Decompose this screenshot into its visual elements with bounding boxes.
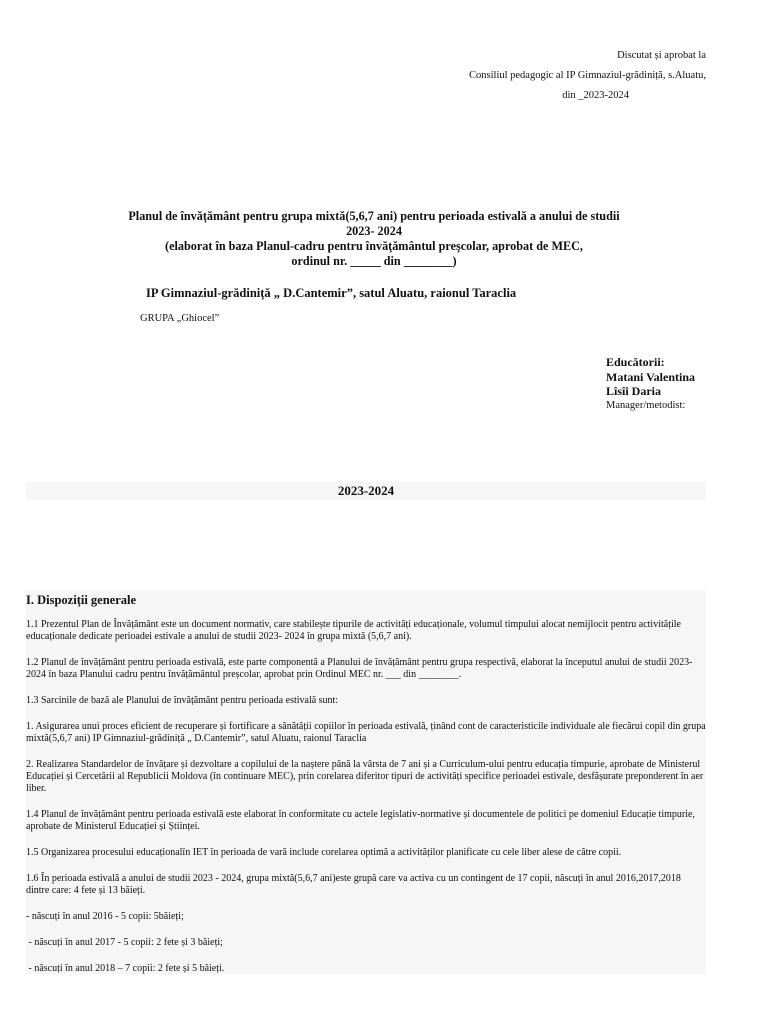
- list-item-2018: - născuți în anul 2018 – 7 copii: 2 fete și 5 băieți.: [26, 963, 225, 974]
- paragraph-1-2: 1.2 Planul de învățământ pentru perioada estivală, este parte componentă a Planului de învățământ pentru grupa respectivă, elaborat la începutul anului de studii 2023-2024 în baza Planului cadru pentru învățământul preșcolar, aprobat prin Ordinul MEC nr. ___ din ________.: [26, 657, 693, 680]
- title-line-3: (elaborat în baza Planul-cadru pentru învăţământul preşcolar, aprobat de MEC,: [165, 239, 583, 253]
- document-title: [90, 209, 658, 269]
- approval-line-1: Discutat și aprobat la: [617, 50, 706, 61]
- paragraph-1-4: 1.4 Planul de învățământ pentru perioada estivală este elaborat în conformitate cu actele legislativ-normative și documentele de politici pe domeniul Educație timpurie, aprobate de Ministerul Educației și Științei.: [26, 809, 695, 832]
- educator-name-1: Matani Valentina: [606, 369, 696, 384]
- approval-note: [406, 46, 706, 106]
- title-line-2: 2023- 2024: [346, 224, 402, 238]
- section-heading: I. Dispoziții generale: [26, 593, 137, 607]
- general-provisions-section: [26, 590, 706, 974]
- list-item-2017: - născuți în anul 2017 - 5 copii: 2 fete și 3 băieți;: [26, 937, 223, 948]
- manager-role: Manager/metodist:: [606, 399, 686, 411]
- approval-line-2: Consiliul pedagogic al IP Gimnaziul-grădiniță, s.Aluatu,: [469, 70, 706, 81]
- academic-year: 2023-2024: [26, 482, 706, 500]
- institution-name: IP Gimnaziul-grădiniță „ D.Cantemir”, satul Aluatu, raionul Taraclia: [146, 286, 517, 300]
- task-1: 1. Asigurarea unui proces eficient de recuperare și fortificare a sănătății copiilor în perioada estivală, ținând cont de caracteristicile individuale ale fiecărui copil din grupa mixtă(5,6,7 ani) IP Gimnaziul-grădiniță „ D.Cantemir”, satul Aluatu, raionul Taraclia: [26, 721, 706, 744]
- task-2: 2. Realizarea Standardelor de învățare și dezvoltare a copilului de la naștere până la vârsta de 7 ani și a Curriculum-ului pentru educația timpurie, aprobate de Ministerul Educației și Cercetării al Republicii Moldova (în continuare MEC), prin corelarea diferitor tipuri de activități specifice perioadei estivale, desfășurate preponderent în aer liber.: [26, 759, 704, 794]
- title-line-4: ordinul nr. _____ din ________): [291, 254, 457, 268]
- paragraph-1-5: 1.5 Organizarea procesului educaționalîn IET în perioada de vară include corelarea optimă a activităților planificate cu cele liber alese de către copii.: [26, 847, 622, 858]
- paragraph-1-1: 1.1 Prezentul Plan de Învățământ este un document normativ, care stabilește tipurile de activități educaționale, volumul timpului alocat nemijlocit pentru activitățile educaționale dedicate perioadei estivale a anului de studii 2023- 2024 în grupa mixtă (5,6,7 ani).: [26, 619, 681, 642]
- title-line-1: Planul de învățământ pentru grupa mixtă(5,6,7 ani) pentru perioada estivală a anului de studii: [128, 209, 620, 223]
- paragraph-1-3: 1.3 Sarcinile de bază ale Planului de învățământ pentru perioada estivală sunt:: [26, 695, 339, 706]
- group-name: GRUPA „Ghiocel”: [140, 313, 220, 324]
- list-item-2016: - născuți în anul 2016 - 5 copii: 5băieți;: [26, 911, 184, 922]
- approval-line-3: din _2023-2024: [562, 90, 629, 101]
- educators-block: [606, 355, 695, 413]
- educators-heading: Educătorii:: [606, 355, 665, 369]
- paragraph-1-6: 1.6 În perioada estivală a anului de studii 2023 - 2024, grupa mixtă(5,6,7 ani)este grupă care va activa cu un contingent de 17 copii, născuți în anul 2016,2017,2018 dintre care: 4 fete și 13 băieți.: [26, 873, 681, 896]
- educator-name-2: Lîsîi Daria: [606, 384, 662, 398]
